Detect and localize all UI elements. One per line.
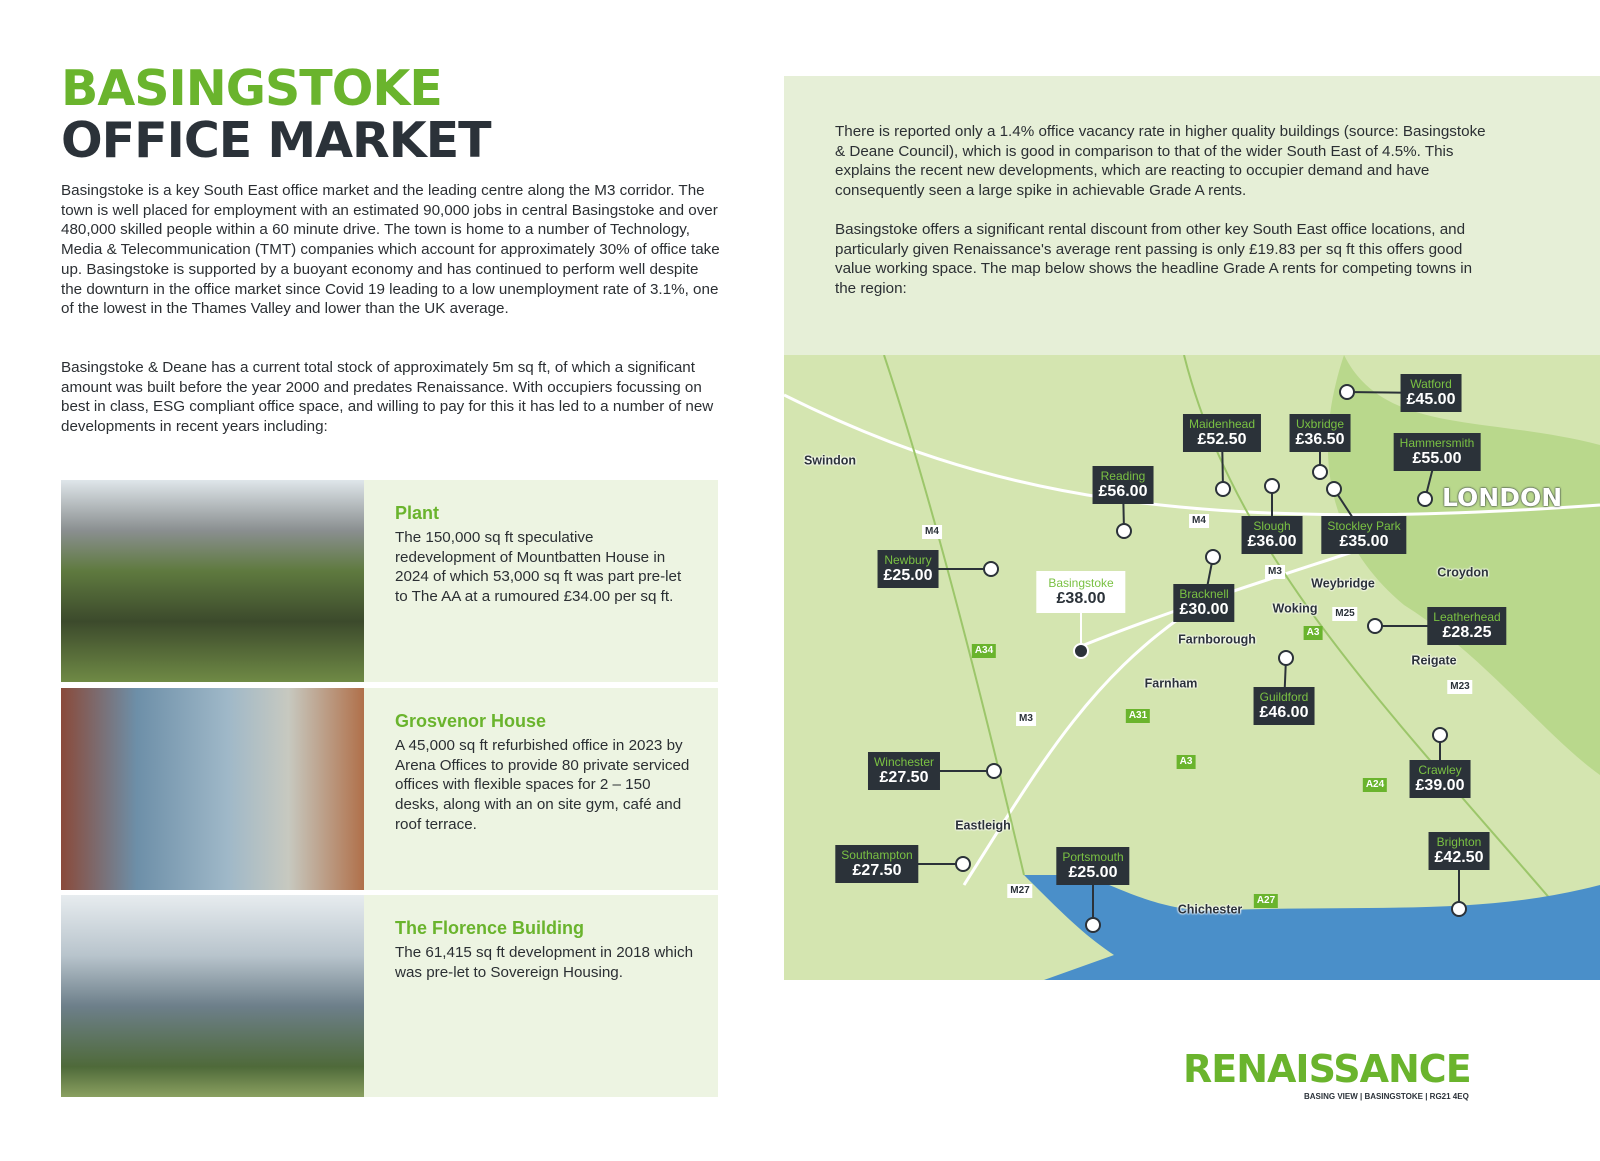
- town-name: Watford: [1410, 377, 1452, 391]
- rent-value: £56.00: [1098, 483, 1148, 500]
- rent-value: £25.00: [883, 567, 933, 584]
- logo-address: BASING VIEW | BASINGSTOKE | RG21 4EQ: [1304, 1092, 1469, 1101]
- location-pin-icon: [1278, 650, 1294, 666]
- town-name: Hammersmith: [1399, 436, 1475, 450]
- town-name: Brighton: [1436, 835, 1482, 849]
- town-name: Slough: [1253, 519, 1291, 533]
- florence-building-photo: [61, 895, 364, 1097]
- grosvenor-house-photo: [61, 688, 364, 890]
- road-label: M3: [1016, 712, 1036, 726]
- town-name: Guildford: [1259, 690, 1309, 704]
- rent-value: £35.00: [1339, 533, 1389, 550]
- london-label: LONDON: [1442, 483, 1563, 512]
- town-name: Bracknell: [1179, 587, 1229, 601]
- place-label: Farnborough: [1178, 632, 1256, 647]
- rent-label-guildford: [1254, 687, 1315, 725]
- vacancy-paragraph: There is reported only a 1.4% office vacancy rate in higher quality buildings (source: Basingstoke & Deane Council), which is good in comparison to that of the wider South East of 4.5%. This explains the recent new developments, which are reacting to occupier demand and have consequently seen a large spike in achievable Grade A rents.: [835, 123, 1486, 200]
- rent-label-slough: [1242, 516, 1303, 554]
- place-label: Weybridge: [1311, 576, 1375, 591]
- place-label: Swindon: [803, 453, 857, 468]
- plant-photo: [61, 480, 364, 682]
- location-pin-icon: [983, 561, 999, 577]
- town-name: Stockley Park: [1327, 519, 1401, 533]
- rent-value: £45.00: [1406, 391, 1456, 408]
- rent-value: £38.00: [1056, 590, 1106, 607]
- rent-paragraph: Basingstoke offers a significant rental discount from other key South East office locations, and particularly given Renaissance's average rent passing is only £19.83 per sq ft this offers good value working space. The map below shows the headline Grade A rents for competing towns in the region:: [835, 221, 1473, 298]
- rent-label-brighton: [1429, 832, 1490, 870]
- project-card-florence-building: [61, 895, 718, 1097]
- rent-label-watford: [1401, 374, 1462, 412]
- road-label: A34: [972, 644, 996, 658]
- rent-label-basingstoke: [1036, 571, 1125, 613]
- rent-label-southampton: [835, 845, 918, 883]
- project-description: The 150,000 sq ft speculative redevelopment of Mountbatten House in 2024 of which 53,000 sq ft was part pre-let to The AA at a rumoured £34.00 per sq ft.: [395, 529, 682, 606]
- rent-value: £52.50: [1197, 431, 1247, 448]
- rent-label-bracknell: [1173, 584, 1234, 622]
- place-label: Reigate: [1411, 653, 1457, 668]
- project-description: The 61,415 sq ft development in 2018 which was pre-let to Sovereign Housing.: [395, 944, 694, 981]
- location-pin-icon: [1116, 523, 1132, 539]
- location-pin-icon: [1326, 481, 1342, 497]
- project-description: A 45,000 sq ft refurbished office in 2023 by Arena Offices to provide 80 private serviced offices with flexible spaces for 2 – 150 desks, along with an on site gym, café and roof terrace.: [395, 737, 690, 833]
- place-label: Chichester: [1177, 902, 1243, 917]
- town-name: Basingstoke: [1048, 576, 1114, 590]
- rent-value: £27.50: [852, 862, 902, 879]
- town-name: Reading: [1100, 469, 1146, 483]
- location-pin-icon: [1073, 643, 1089, 659]
- project-title: The Florence Building: [395, 918, 585, 938]
- project-card-grosvenor-house: [61, 688, 718, 890]
- road-label: A27: [1254, 894, 1278, 908]
- town-name: Maidenhead: [1188, 417, 1256, 431]
- page-title-line1: BASINGSTOKE: [61, 60, 442, 117]
- rent-label-hammersmith: [1394, 433, 1481, 471]
- town-name: Portsmouth: [1062, 850, 1124, 864]
- project-card-plant: [61, 480, 718, 682]
- town-name: Crawley: [1418, 763, 1462, 777]
- rent-value: £36.00: [1247, 533, 1297, 550]
- page-title-line2: OFFICE MARKET: [61, 112, 491, 169]
- road-label: M25: [1332, 607, 1357, 621]
- rent-value: £30.00: [1179, 601, 1229, 618]
- place-label: Eastleigh: [955, 818, 1011, 833]
- town-name: Southampton: [841, 848, 913, 862]
- rent-value: £39.00: [1415, 777, 1465, 794]
- intro-paragraph-2: Basingstoke & Deane has a current total stock of approximately 5m sq ft, of which a significant amount was built before the year 2000 and predates Renaissance. With occupiers focussing on best in class, ESG compliant office space, and willing to pay for this it has led to a number of new developments in recent years including:: [61, 359, 714, 436]
- rent-label-portsmouth: [1056, 847, 1129, 885]
- location-pin-icon: [1339, 384, 1355, 400]
- rent-label-stockley-park: [1321, 516, 1406, 554]
- rent-label-uxbridge: [1290, 414, 1351, 452]
- location-pin-icon: [986, 763, 1002, 779]
- road-label: M4: [1189, 514, 1209, 528]
- road-label: M4: [922, 525, 942, 539]
- rent-label-crawley: [1410, 760, 1471, 798]
- road-label: A3: [1304, 626, 1323, 640]
- rents-map: [784, 355, 1600, 980]
- renaissance-logo: RENAISSANCE: [1183, 1047, 1471, 1091]
- place-label: Croydon: [1437, 565, 1489, 580]
- location-pin-icon: [1417, 491, 1433, 507]
- location-pin-icon: [1432, 727, 1448, 743]
- rent-label-winchester: [868, 752, 940, 790]
- rent-value: £55.00: [1412, 450, 1462, 467]
- town-name: Uxbridge: [1295, 417, 1345, 431]
- place-label: Woking: [1272, 601, 1318, 616]
- rent-label-reading: [1093, 466, 1154, 504]
- project-title: Plant: [395, 503, 440, 523]
- town-name: Leatherhead: [1433, 610, 1501, 624]
- rent-value: £36.50: [1295, 431, 1345, 448]
- location-pin-icon: [1205, 549, 1221, 565]
- rent-label-maidenhead: [1183, 414, 1261, 452]
- project-title: Grosvenor House: [395, 711, 547, 731]
- road-label: M23: [1447, 680, 1472, 694]
- rent-value: £28.25: [1442, 624, 1492, 641]
- location-pin-icon: [1264, 478, 1280, 494]
- road-label: M3: [1265, 565, 1285, 579]
- rent-label-leatherhead: [1427, 607, 1506, 645]
- market-summary-panel: [784, 76, 1600, 356]
- rent-label-newbury: [878, 550, 939, 588]
- location-pin-icon: [1312, 464, 1328, 480]
- location-pin-icon: [955, 856, 971, 872]
- rent-value: £27.50: [879, 769, 929, 786]
- location-pin-icon: [1215, 481, 1231, 497]
- location-pin-icon: [1085, 917, 1101, 933]
- town-name: Newbury: [884, 553, 932, 567]
- location-pin-icon: [1451, 901, 1467, 917]
- place-label: Farnham: [1144, 676, 1198, 691]
- intro-paragraph-1: Basingstoke is a key South East office market and the leading centre along the M3 corridor. The town is well placed for employment with an estimated 90,000 jobs in central Basingstoke and over 480,000 skilled people within a 60 minute drive. The town is home to a number of Technology, Media & Telecommunication (TMT) companies which account for approximately 30% of office take up. Basingstoke is supported by a buoyant economy and has continued to perform well despite the downturn in the office market since Covid 19 leading to a low unemployment rate of 3.1%, one of the lowest in the Thames Valley and lower than the UK average.: [61, 182, 720, 318]
- town-name: Winchester: [873, 755, 935, 769]
- rent-value: £46.00: [1259, 704, 1309, 721]
- location-pin-icon: [1367, 618, 1383, 634]
- road-label: M27: [1007, 884, 1032, 898]
- rent-value: £42.50: [1434, 849, 1484, 866]
- rent-value: £25.00: [1068, 864, 1118, 881]
- road-label: A3: [1177, 755, 1196, 769]
- road-label: A31: [1126, 709, 1150, 723]
- road-label: A24: [1363, 778, 1387, 792]
